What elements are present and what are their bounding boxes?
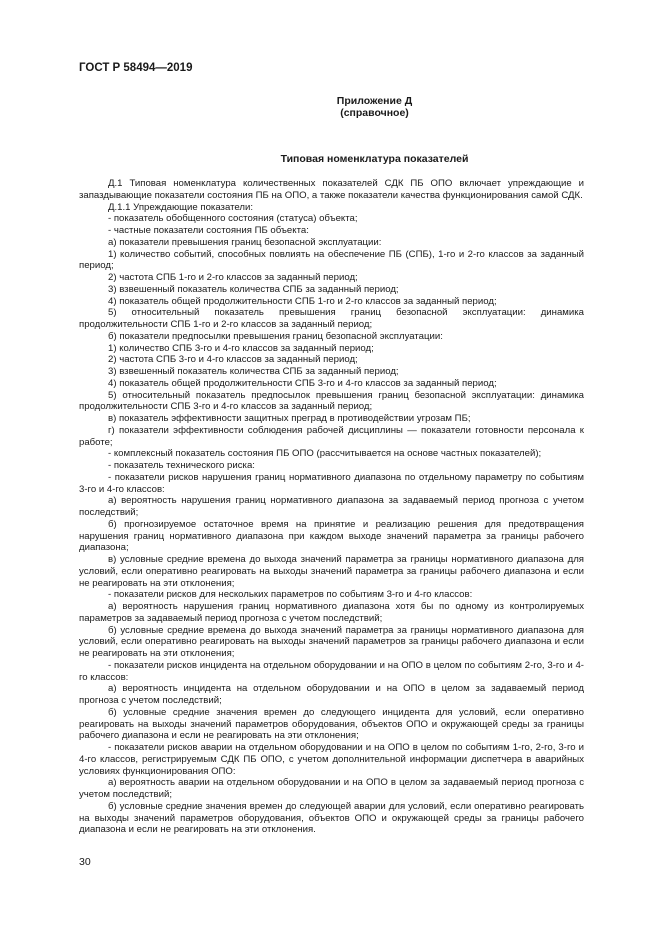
body-text <box>79 178 584 836</box>
paragraph: Д.1 Типовая номенклатура количественных показателей СДК ПБ ОПО включает упреждающие и запаздывающие показатели состояния ПБ на ОПО, а также показатели качества функционирования самой СДК. <box>79 178 584 201</box>
paragraph: а) вероятность инцидента на отдельном оборудовании и на ОПО в целом за задаваемый период прогноза с учетом последствий; <box>79 683 584 706</box>
paragraph: 2) частота СПБ 1-го и 2-го классов за заданный период; <box>108 272 358 283</box>
paragraph: - показатели рисков нарушения границ нормативного диапазона по отдельному параметру по событиям 3-го и 4-го классов: <box>79 471 584 495</box>
annex-label: Приложение Д <box>336 95 413 107</box>
paragraph: б) прогнозируемое остаточное время на принятие и реализацию решения для предотвращения нарушения границ нормативного диапазона при каждом выходе значений параметра за границы рабочего диапазона; <box>79 518 584 554</box>
paragraph: а) показатели превышения границ безопасной эксплуатации: <box>108 236 382 248</box>
paragraph: - показатель технического риска: <box>108 460 255 471</box>
paragraph: 5) относительный показатель превышения границ безопасной эксплуатации: динамика продолжительности СПБ 1-го и 2-го классов за заданный период; <box>79 307 584 330</box>
annex-type: (справочное) <box>340 107 409 119</box>
paragraph: Д.1.1 Упреждающие показатели: <box>108 201 254 213</box>
paragraph: - показатели рисков для нескольких параметров по событиям 3-го и 4-го классов: <box>108 589 473 601</box>
page-number: 30 <box>79 856 91 868</box>
document-header: ГОСТ Р 58494—2019 <box>79 62 193 74</box>
paragraph: г) показатели эффективности соблюдения рабочей дисциплины — показатели готовности персонала к работе; <box>79 424 584 448</box>
paragraph: - частные показатели состояния ПБ объекта: <box>108 225 309 236</box>
paragraph: б) условные средние значения времен до следующей аварии для условий, если оперативно реагировать на выходы значений параметров оборудования, объектов ОПО и окружающей среды за границы рабочего диапазона и если не реагировать на эти отклонения. <box>79 800 584 836</box>
paragraph: б) показатели предпосылки превышения границ безопасной эксплуатации: <box>108 330 443 342</box>
paragraph: 5) относительный показатель предпосылок превышения границ безопасной эксплуатации: динамика продолжительности СПБ 3-го и 4-го классов за заданный период; <box>79 389 584 413</box>
paragraph: 3) взвешенный показатель количества СПБ за заданный период; <box>108 283 399 295</box>
paragraph: 3) взвешенный показатель количества СПБ за заданный период; <box>108 366 399 377</box>
paragraph: - показатели рисков инцидента на отдельном оборудовании и на ОПО в целом по событиям 2-го, 3-го и 4-го классов: <box>79 659 584 683</box>
paragraph: - показатели рисков аварии на отдельном оборудовании и на ОПО в целом по событиям 1-го, 2-го, 3-го и 4-го классов, регистрируемым СДК ПБ ОПО, с учетом дополнительной информации диспетчера в аварийных условиях функционирования ОПО: <box>79 742 584 777</box>
paragraph: 2) частота СПБ 3-го и 4-го классов за заданный период; <box>108 354 358 366</box>
paragraph: - комплексный показатель состояния ПБ ОПО (рассчитывается на основе частных показателей); <box>108 448 542 460</box>
paragraph: а) вероятность аварии на отдельном оборудовании и на ОПО в целом за задаваемый период прогноза с учетом последствий; <box>79 777 584 800</box>
paragraph: а) вероятность нарушения границ нормативного диапазона хотя бы по одному из контролируемых параметров за задаваемый период прогноза с учетом последствий; <box>79 601 584 624</box>
paragraph: в) показатель эффективности защитных преград в противодействии угрозам ПБ; <box>108 413 471 424</box>
paragraph: в) условные средние времена до выхода значений параметра за границы нормативного диапазона для условий, если оперативно реагировать на выходы значений параметра за границы рабочего диапазона и если не реагировать на эти отклонения; <box>79 554 584 589</box>
paragraph: б) условные средние значения времен до следующего инцидента для условий, если оперативно реагировать на выходы значений параметров оборудования, объектов ОПО и окружающей среды за границы рабочего диапазона и если не реагировать на эти отклонения; <box>79 706 584 742</box>
paragraph: а) вероятность нарушения границ нормативного диапазона за задаваемый период прогноза с учетом последствий; <box>79 495 584 518</box>
paragraph: б) условные средние времена до выхода значений параметра за границы нормативного диапазона для условий, если оперативно реагировать на выходы значений параметров за границы рабочего диапазона и если не реагировать на эти отклонения; <box>79 624 584 659</box>
paragraph: 1) количество СПБ 3-го и 4-го классов за заданный период; <box>108 342 374 354</box>
paragraph: 1) количество событий, способных повлиять на обеспечение ПБ (СПБ), 1-го и 2-го классов за заданный период; <box>79 248 584 272</box>
paragraph: 4) показатель общей продолжительности СПБ 3-го и 4-го классов за заданный период; <box>108 377 497 389</box>
section-title: Типовая номенклатура показателей <box>280 153 469 165</box>
paragraph: - показатель обобщенного состояния (статуса) объекта; <box>108 213 358 225</box>
paragraph: 4) показатель общей продолжительности СПБ 1-го и 2-го классов за заданный период; <box>108 295 497 307</box>
